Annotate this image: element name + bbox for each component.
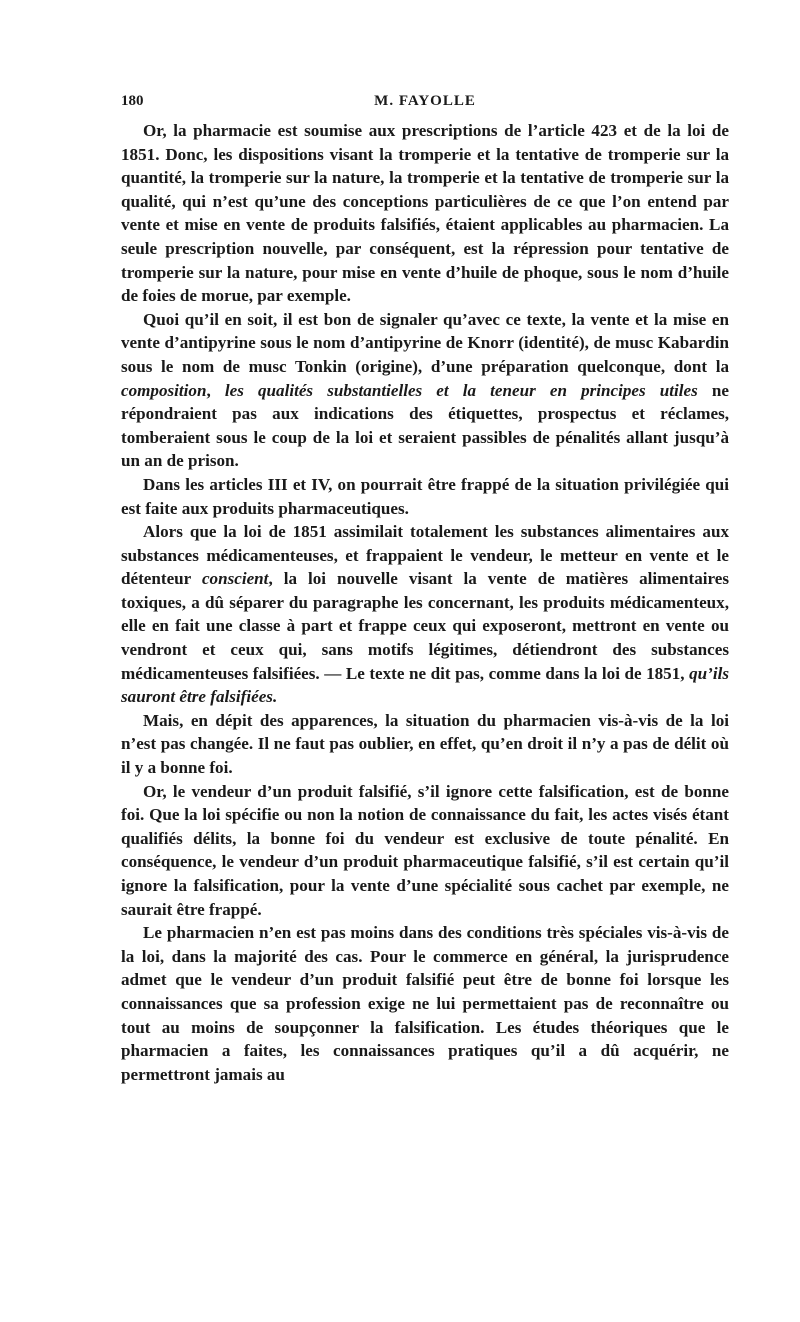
text-run: , [206,380,225,400]
text-run: Mais, en dépit des apparences, la situation du pharmacien vis-à-vis de la loi n’est pas changée. Il ne faut pas oublier, en effet, qu’en droit il n’y a pas de délit où il y a bonne foi. [121,710,729,778]
body-text [121,119,729,1086]
running-title: M. FAYOLLE [374,93,476,109]
paragraph [121,308,729,473]
text-run: Alors que la loi de 1851 assimilait totalement les substances alimentaires aux substances médicamenteuses, et frappaient le vendeur, le metteur en vente et le détenteur [121,522,729,589]
text-run: Or, le vendeur d’un produit falsifié, s’il ignore cette falsification, est de bonne foi. Que la loi spécifie ou non la notion de connaissance du fait, les actes visés étant qualifiés délits, la bonne foi du vendeur est exclusive de toute pénalité. En conséquence, le vendeur d’un produit pharmaceutique falsifié, s’il est certain qu’il ignore la falsification, pour la vente d’une spécialité sous cachet par exemple, ne saurait être frappé. [121,781,729,919]
text-run: Le pharmacien n’en est pas moins dans des conditions très spéciales vis-à-vis de la loi, dans la majorité des cas. Pour le commerce en général, la jurisprudence admet que le vendeur d’un produit falsifié peut être de bonne foi lorsque les connaissances que sa profession exige ne lui permettaient pas de reconnaître ou tout au moins de soupçonner la falsification. Les études théoriques que le pharmacien a faites, les connaissances pratiques qu’il a dû acquérir, ne permettront jamais au [121,923,729,1084]
paragraph [121,520,729,709]
text-run: , la loi nouvelle visant la vente de matières alimentaires toxiques, a dû séparer du paragraphe les concernant, les produits médicamenteux, elle en fait une classe à part et frappe ceux qui exposeront, mettront en vente ou vendront et ceux qui, sans motifs légitimes, détiendront des substances médicamenteuses falsifiées. — Le texte ne dit pas, comme dans la loi de 1851, [121,569,730,683]
text-run: ne répondraient pas aux indications des étiquettes, prospectus et réclames, tomberaient sous le coup de la loi et seraient passibles de pénalités allant jusqu’à un an de prison. [121,380,730,471]
paragraph [121,473,729,520]
paragraph [121,709,729,780]
italic-text: conscient [201,569,269,589]
text-run: Dans les articles III et IV, on pourrait être frappé de la situation privilégiée qui est faite aux produits pharmaceutiques. [121,474,729,518]
page-number: 180 [121,93,144,109]
paragraph [121,921,729,1086]
italic-text: composition [121,380,207,400]
italic-text: qu’ils sauront être falsifiées. [121,663,729,707]
text-run: Quoi qu’il en soit, il est bon de signaler qu’avec ce texte, la vente et la mise en vente d’antipyrine sous le nom d’antipyrine de Knorr (identité), de musc Kabardin sous le nom de musc Tonkin (origine), d’une préparation quelconque, dont la [121,309,729,376]
running-head [121,93,729,119]
text-run: Or, la pharmacie est soumise aux prescriptions de l’article 423 et de la loi de 1851. Donc, les dispositions visant la tromperie et la tentative de tromperie sur la quantité, la tromperie sur la nature, la tromperie et la tentative de tromperie sur la qualité, qui n’est qu’une des conceptions particulières de ce que l’on entend par vente et mise en vente de produits falsifiés, étaient applicables au pharmacien. La seule prescription nouvelle, par conséquent, est la répression pour tentative de tromperie sur la nature, pour mise en vente d’huile de phoque, sous le nom d’huile de foies de morue, par exemple. [121,121,729,306]
document-page [121,93,729,1086]
paragraph [121,780,729,922]
paragraph [121,119,729,308]
italic-text: les qualités substantielles et la teneur en principes utiles [224,380,698,400]
